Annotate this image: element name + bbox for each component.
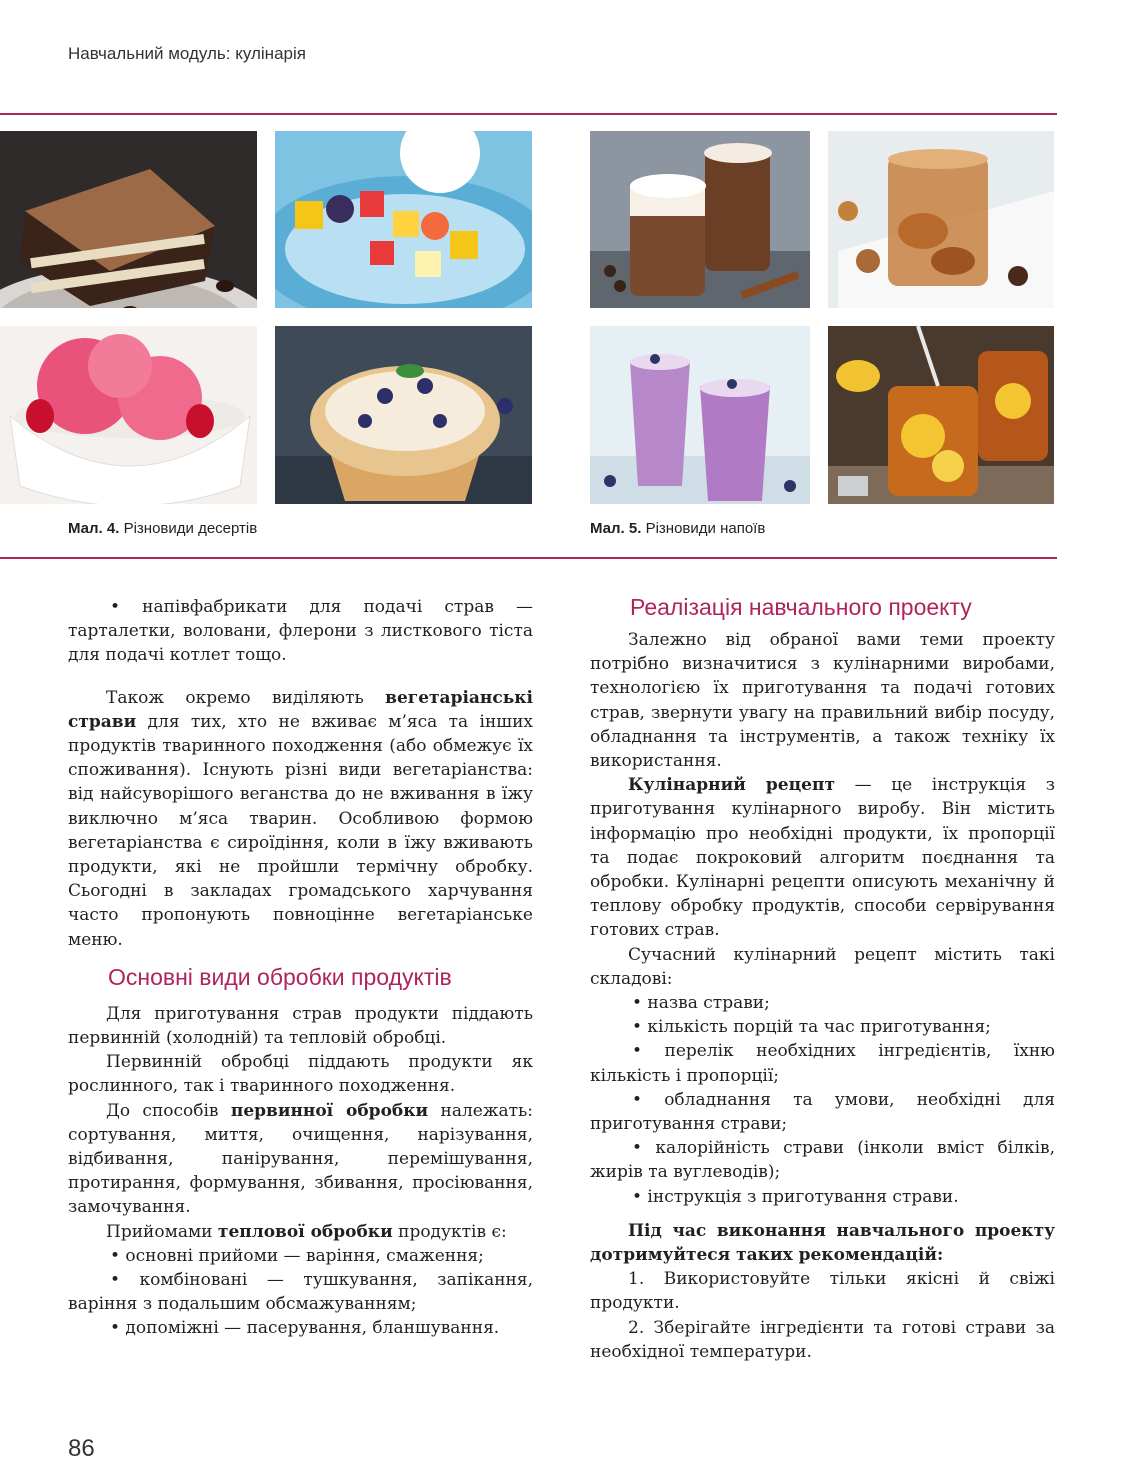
hot-chocolate-photo [590, 131, 810, 308]
blueberry-muffin-photo [275, 326, 532, 504]
vegetarian-paragraph: Також окремо виділяють вегетаріанські страви для тих, хто не вживає м’яса та інших продуктів тваринного походження (або обмежує їх споживання). Існують різні види вегетаріанства: від найсуворішого веганства до не вживання в їжу виключно м’яса тварин. Особливою формою вегетаріанства є сироїдіння, коли в їжу вживають продукти, які не пройшли термічну обробку. Сьогодні в закладах громадського харчування часто пропонують повноцінне вегетаріанське меню. [68, 687, 533, 950]
recipe-definition-paragraph: Кулінарний рецепт — це інструкція з приготування кулінарного виробу. Він містить інформацію про необхідні продукти, їх пропорції та подає покроковий алгоритм поєднання та обробки. Кулінарні рецепти описують механічну й теплову обробку продуктів, способи сервірування готових страв. [590, 775, 1055, 941]
list-item: • назва страви; [632, 993, 770, 1014]
caption-divider [0, 557, 1057, 559]
list-item: • основні прийоми — варіння, смаження; [110, 1245, 484, 1266]
semi-finished-bullet: • напівфабрикати для подачі страв — тарталетки, воловани, флерони з листкового тіста для подачі котлет тощо. [68, 597, 533, 666]
primary-methods-paragraph: До способів первинної обробки належать: сортування, миття, очищення, нарізування, відбивання, панірування, перемішування, протирання, формування, збивання, просіювання, замочування. [68, 1100, 533, 1218]
list-item: • кількість порцій та час приготування; [632, 1017, 991, 1038]
fruit-skewers-photo [275, 131, 532, 308]
section-heading-processing: Основні види обробки продуктів [108, 963, 452, 990]
numbered-item: 1. Використовуйте тільки якісні й свіжі продукти. [590, 1269, 1055, 1314]
iced-tea-photo [828, 326, 1054, 504]
list-item: • допоміжні — пасерування, бланшування. [110, 1318, 500, 1339]
thermal-processing-paragraph: Прийомами теплової обробки продуктів є: [106, 1221, 507, 1242]
ice-cream-photo [0, 326, 257, 504]
running-header: Навчальний модуль: кулінарія [68, 44, 306, 63]
recipe-components-paragraph: Сучасний кулінарний рецепт містить такі складові: [590, 944, 1055, 989]
list-item: • інструкція з приготування страви. [632, 1186, 959, 1207]
left-column [68, 595, 533, 1341]
figure-5-caption [590, 520, 765, 537]
caption-label: Мал. 4. [68, 520, 120, 537]
caption-text: Різновиди десертів [123, 520, 258, 537]
compote-photo [828, 131, 1054, 308]
list-item: • обладнання та умови, необхідні для приготування страви; [590, 1089, 1055, 1135]
smoothie-photo [590, 326, 810, 504]
list-item: • калорійність страви (інколи вміст білків, жирів та вуглеводів); [590, 1138, 1055, 1183]
project-intro-paragraph: Залежно від обраної вами теми проекту потрібно визначитися з кулінарними виробами, технологією їх приготування та подачі готових страв, звернути увагу на правильний вибір посуду, обладнання та інструментів, а також техніку їх використання. [590, 630, 1055, 772]
section-heading-project: Реалізація навчального проекту [630, 594, 972, 620]
numbered-item: 2. Зберігайте інгредієнти та готові страви за необхідної температури. [590, 1317, 1055, 1362]
list-item: • перелік необхідних інгредієнтів, їхню кількість і пропорції; [590, 1041, 1055, 1086]
primary-processing-paragraph: Первинній обробці піддають продукти як рослинного, так і тваринного походження. [68, 1052, 533, 1097]
tiramisu-photo [0, 131, 257, 308]
page-number: 86 [68, 1435, 95, 1462]
caption-text: Різновиди напоїв [645, 520, 766, 537]
figure-4-caption [68, 520, 257, 537]
recommendations-heading: Під час виконання навчального проекту дотримуйтеся таких рекомендацій: [590, 1220, 1055, 1266]
right-column [590, 592, 1055, 1364]
list-item: • комбіновані — тушкування, запікання, варіння з подальшим обсмажуванням; [68, 1270, 533, 1315]
caption-label: Мал. 5. [590, 520, 642, 537]
processing-intro-paragraph: Для приготування страв продукти піддають первинній (холодній) та тепловій обробці. [68, 1003, 533, 1049]
top-divider [0, 113, 1057, 115]
